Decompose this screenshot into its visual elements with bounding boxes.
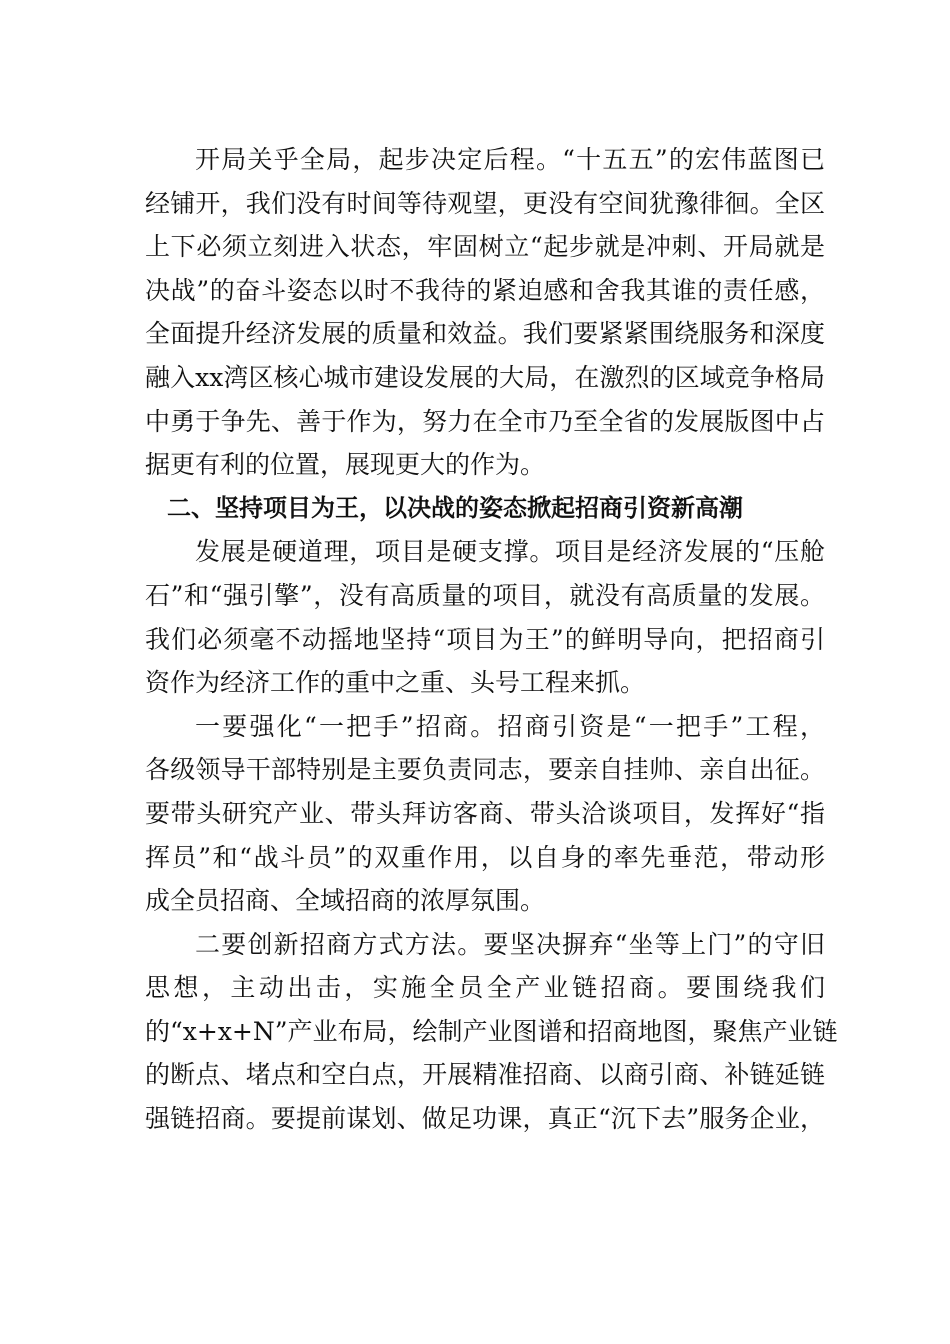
paragraph-line: 资作为经济工作的重中之重、头号工程来抓。 [145,668,646,698]
paragraph-line: 全面提升经济发展的质量和效益。我们要紧紧围绕服务和深度 [145,319,825,349]
paragraph-line: 融入xx湾区核心城市建设发展的大局，在激烈的区域竞争格局 [145,362,825,392]
paragraph-line: 的断点、堵点和空白点，开展精准招商、以商引商、补链延链 [145,1060,825,1090]
section-heading: 二、坚持项目为王，以决战的姿态掀起招商引资新高潮 [167,493,743,522]
paragraph-line: 各级领导干部特别是主要负责同志，要亲自挂帅、亲自出征。 [145,755,825,785]
paragraph-1 [145,138,825,487]
paragraph-line: 发展是硬道理，项目是硬支撑。项目是经济发展的“压舱 [195,537,825,567]
paragraph-line: 中勇于争先、善于作为，努力在全市乃至全省的发展版图中占 [145,406,825,436]
paragraph-line: 经铺开，我们没有时间等待观望，更没有空间犹豫徘徊。全区 [145,188,825,218]
paragraph-line: 挥员”和“战斗员”的双重作用，以自身的率先垂范，带动形 [145,842,825,872]
paragraph-line: 强链招商。要提前谋划、做足功课，真正“沉下去”服务企业， [145,1104,825,1134]
paragraph-line: 上下必须立刻进入状态，牢固树立“起步就是冲刺、开局就是 [145,232,825,262]
paragraph-line: 二要创新招商方式方法。要坚决摒弃“坐等上门”的守旧 [195,929,825,959]
paragraph-line: 的“x+x+N”产业布局，绘制产业图谱和招商地图，聚焦产业链 [145,1016,838,1046]
paragraph-line: 我们必须毫不动摇地坚持“项目为王”的鲜明导向，把招商引 [145,624,825,654]
paragraph-2 [145,530,825,704]
paragraph-line: 开局关乎全局，起步决定后程。“十五五”的宏伟蓝图已 [195,145,825,174]
paragraph-line: 成全员招商、全域招商的浓厚氛围。 [145,886,546,916]
paragraph-line: 据更有利的位置，展现更大的作为。 [145,450,546,480]
document-body [145,138,838,1141]
paragraph-line: 要带头研究产业、带头拜访客商、带头洽谈项目，发挥好“指 [145,798,825,828]
paragraph-4 [145,923,838,1141]
paragraph-line: 思想，主动出击，实施全员全产业链招商。要围绕我们 [145,973,825,1003]
paragraph-3 [145,705,825,923]
paragraph-line: 一要强化“一把手”招商。招商引资是“一把手”工程， [195,711,825,741]
paragraph-line: 决战”的奋斗姿态以时不我待的紧迫感和舍我其谁的责任感， [145,275,825,305]
paragraph-line: 石”和“强引擎”，没有高质量的项目，就没有高质量的发展。 [145,580,825,610]
